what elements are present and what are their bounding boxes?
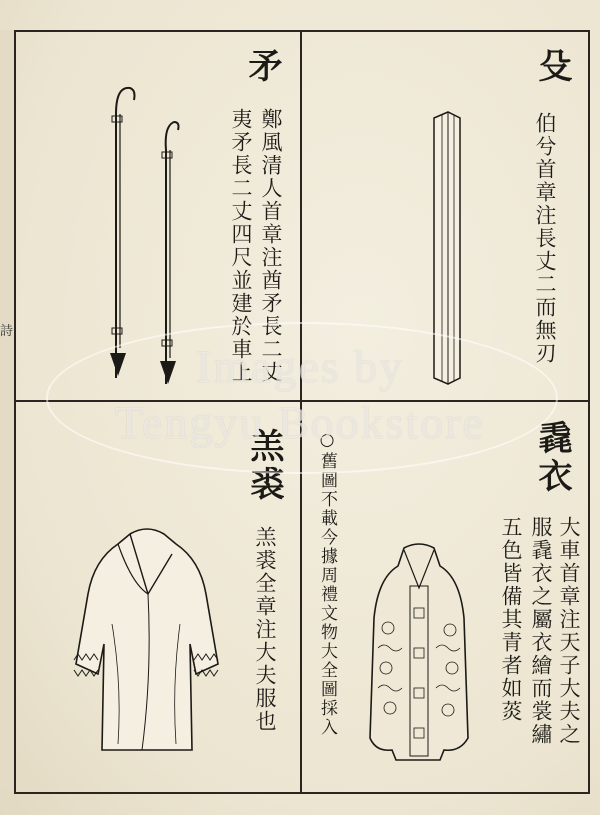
spear-illustration bbox=[100, 78, 200, 390]
gaoqiu-coat-illustration bbox=[72, 524, 222, 764]
cuiyi-caption-line-3: 五色皆備其青者如菼 bbox=[499, 516, 523, 723]
shu-caption: 伯兮首章注長丈二而無刃 bbox=[533, 112, 557, 365]
gaoqiu-caption: 羔裘全章注大夫服也 bbox=[253, 526, 277, 733]
mao-caption-line-1: 鄭風清人首章注酋矛長二丈 bbox=[259, 108, 283, 384]
mao-caption-line-2: 夷矛長二丈四尺並建於車上 bbox=[229, 108, 253, 384]
cuiyi-caption-line-1: 大車首章注天子大夫之 bbox=[557, 516, 581, 746]
watermark-line-2: Tengyu Bookstore bbox=[115, 397, 485, 448]
gaoqiu-title: 羔裘 bbox=[244, 428, 284, 504]
shu-staff-illustration bbox=[420, 108, 480, 393]
cuiyi-caption-line-2: 服毳衣之屬衣繪而裳繡 bbox=[529, 516, 553, 746]
mao-title: 矛 bbox=[242, 48, 282, 86]
side-strip bbox=[0, 30, 15, 790]
source-note: ○舊圖不載今據周禮文物大全圖採入 bbox=[317, 430, 337, 737]
cuiyi-robe-illustration bbox=[364, 538, 474, 770]
vertical-divider bbox=[300, 30, 302, 792]
horizontal-divider bbox=[14, 400, 588, 402]
shu-title: 殳 bbox=[532, 48, 572, 86]
side-strip-char: 詩 bbox=[0, 324, 14, 339]
watermark-line-1: Images by bbox=[195, 341, 405, 392]
cuiyi-title: 毳衣 bbox=[532, 420, 572, 496]
